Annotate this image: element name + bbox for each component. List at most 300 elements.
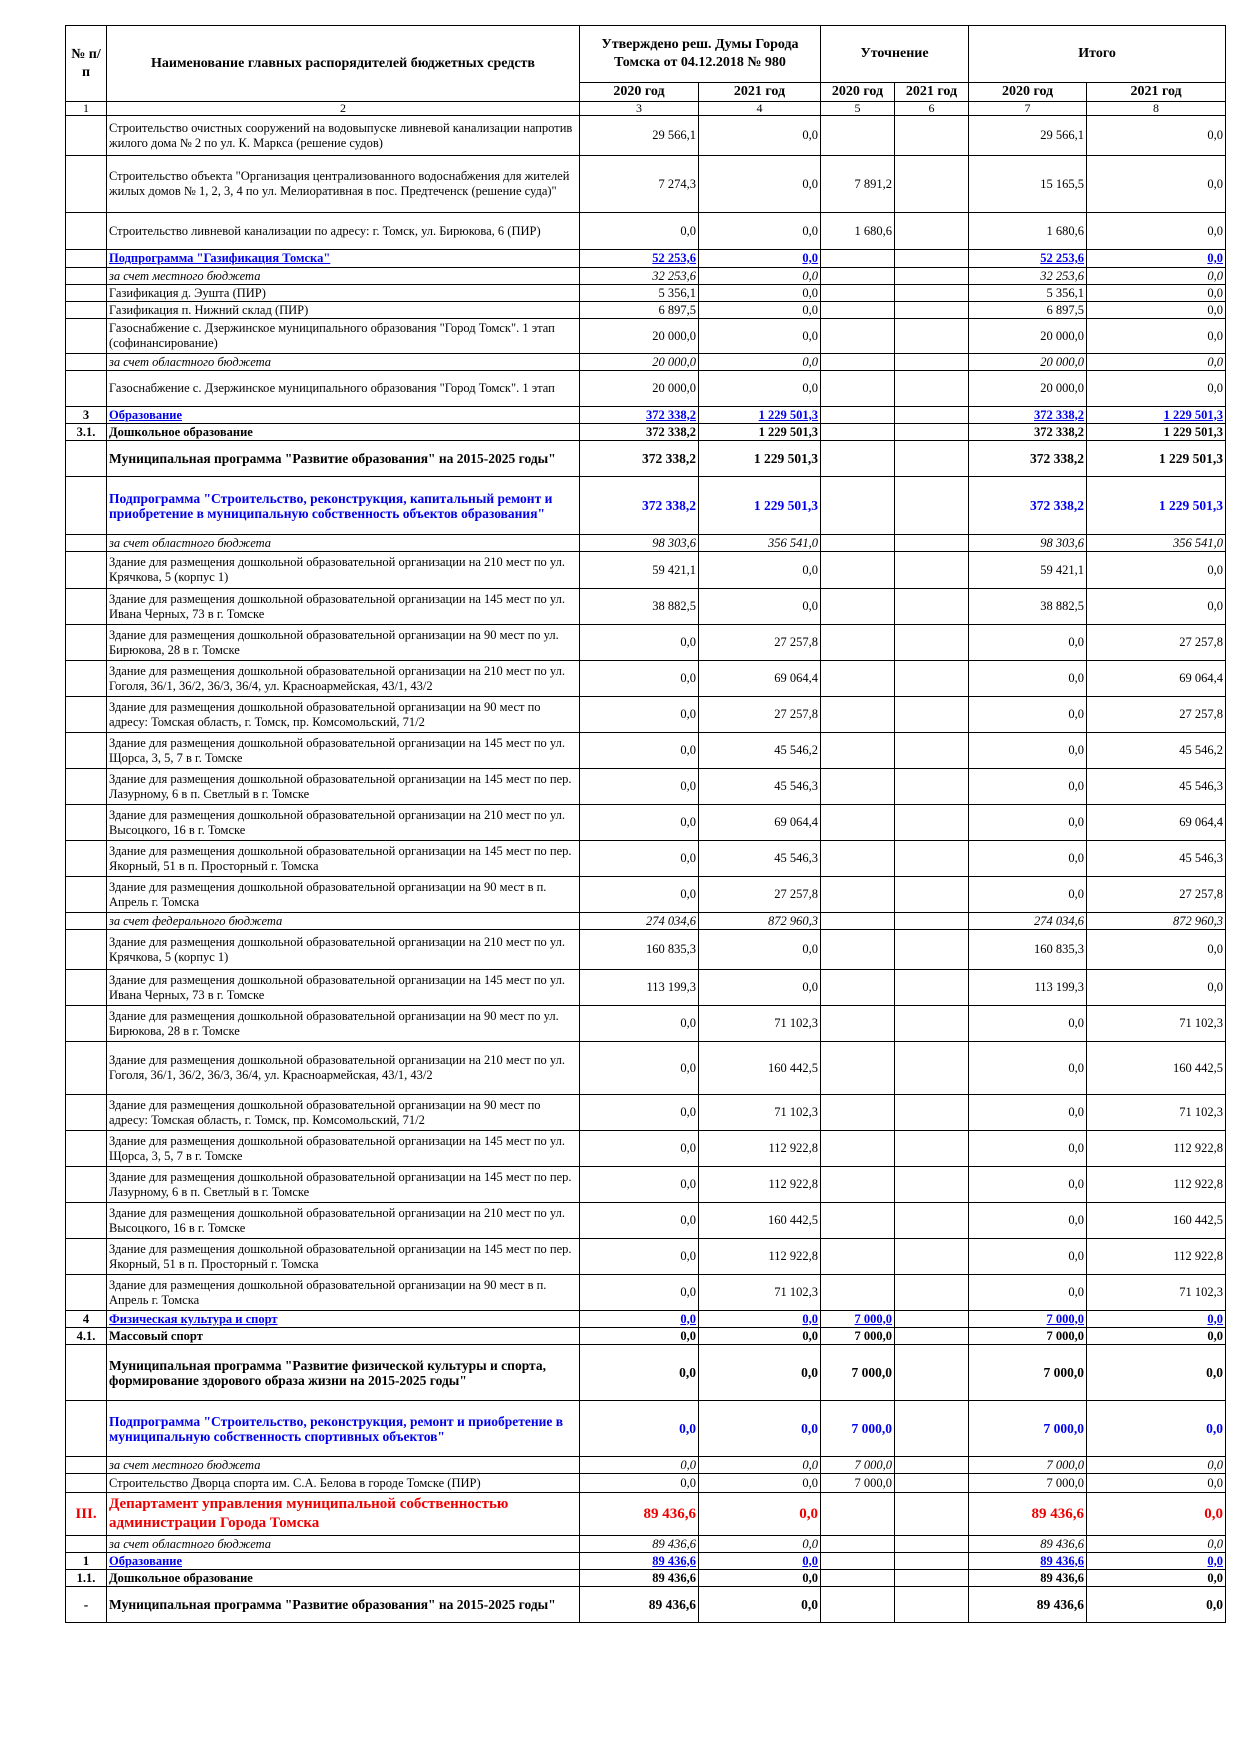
approved-2020-cell: 0,0 xyxy=(580,625,699,661)
row-name-cell: Здание для размещения дошкольной образовательной организации на 210 мест по ул. Гоголя, 36/1, 36/2, 36/3, 36/4, ул. Красноармейская, 43/1, 43/2 xyxy=(107,1042,580,1095)
table-row xyxy=(66,1536,1226,1553)
change-2020-cell xyxy=(821,1131,895,1167)
approved-2020-cell: 0,0 xyxy=(580,697,699,733)
row-name-cell: Газификация п. Нижний склад (ПИР) xyxy=(107,302,580,319)
approved-2020-cell: 59 421,1 xyxy=(580,552,699,589)
change-2021-cell xyxy=(895,424,969,441)
row-number-cell: 1 xyxy=(66,1553,107,1570)
column-number: 2 xyxy=(107,102,580,116)
header-col-change: Уточнение xyxy=(821,26,969,83)
approved-2021-cell: 0,0 xyxy=(699,1474,821,1493)
change-2021-cell xyxy=(895,661,969,697)
total-2020-cell: 32 253,6 xyxy=(969,268,1087,285)
change-2021-cell xyxy=(895,1167,969,1203)
row-number-cell xyxy=(66,1203,107,1239)
approved-2021-cell: 69 064,4 xyxy=(699,661,821,697)
approved-2021-cell: 0,0 xyxy=(699,354,821,371)
row-number-cell: 4.1. xyxy=(66,1328,107,1345)
total-2021-cell: 71 102,3 xyxy=(1087,1095,1226,1131)
row-name-cell: Здание для размещения дошкольной образовательной организации на 210 мест по ул. Крячкова, 5 (корпус 1) xyxy=(107,552,580,589)
row-number-cell xyxy=(66,1042,107,1095)
approved-2021-cell: 71 102,3 xyxy=(699,1006,821,1042)
total-2020-cell: 372 338,2 xyxy=(969,424,1087,441)
change-2020-cell xyxy=(821,250,895,268)
change-2021-cell xyxy=(895,477,969,535)
total-2021-cell: 0,0 xyxy=(1087,213,1226,250)
change-2021-cell xyxy=(895,1401,969,1457)
row-name-cell: Здание для размещения дошкольной образовательной организации на 210 мест по ул. Высоцкого, 16 в г. Томске xyxy=(107,805,580,841)
change-2020-cell xyxy=(821,268,895,285)
row-number-cell xyxy=(66,930,107,970)
change-2020-cell: 7 000,0 xyxy=(821,1345,895,1401)
approved-2021-cell: 0,0 xyxy=(699,1311,821,1328)
table-row xyxy=(66,156,1226,213)
row-number-cell xyxy=(66,970,107,1006)
total-2021-cell: 71 102,3 xyxy=(1087,1275,1226,1311)
approved-2021-cell: 0,0 xyxy=(699,156,821,213)
row-number-cell xyxy=(66,156,107,213)
change-2021-cell xyxy=(895,1474,969,1493)
total-2021-cell: 112 922,8 xyxy=(1087,1131,1226,1167)
approved-2021-cell: 0,0 xyxy=(699,213,821,250)
approved-2020-cell: 89 436,6 xyxy=(580,1536,699,1553)
change-2021-cell xyxy=(895,302,969,319)
total-2021-cell: 1 229 501,3 xyxy=(1087,407,1226,424)
table-row xyxy=(66,1131,1226,1167)
table-row xyxy=(66,552,1226,589)
total-2020-cell: 89 436,6 xyxy=(969,1536,1087,1553)
total-2021-cell: 0,0 xyxy=(1087,268,1226,285)
total-2021-cell: 0,0 xyxy=(1087,1570,1226,1587)
change-2020-cell: 7 000,0 xyxy=(821,1401,895,1457)
approved-2020-cell: 20 000,0 xyxy=(580,354,699,371)
row-name-cell: Подпрограмма "Строительство, реконструкция, ремонт и приобретение в муниципальную собственность спортивных объектов" xyxy=(107,1401,580,1457)
row-number-cell xyxy=(66,1345,107,1401)
total-2021-cell: 0,0 xyxy=(1087,1328,1226,1345)
approved-2020-cell: 38 882,5 xyxy=(580,589,699,625)
change-2020-cell xyxy=(821,535,895,552)
total-2020-cell: 0,0 xyxy=(969,1131,1087,1167)
table-row xyxy=(66,477,1226,535)
change-2020-cell: 7 000,0 xyxy=(821,1457,895,1474)
change-2020-cell xyxy=(821,805,895,841)
change-2021-cell xyxy=(895,913,969,930)
change-2021-cell xyxy=(895,1311,969,1328)
table-row xyxy=(66,1553,1226,1570)
total-2021-cell: 0,0 xyxy=(1087,354,1226,371)
table-row xyxy=(66,441,1226,477)
row-name-cell: Строительство очистных сооружений на водовыпуске ливневой канализации напротив жилого дома № 2 по ул. К. Маркса (решение судов) xyxy=(107,116,580,156)
approved-2021-cell: 69 064,4 xyxy=(699,805,821,841)
approved-2021-cell: 160 442,5 xyxy=(699,1042,821,1095)
approved-2020-cell: 0,0 xyxy=(580,805,699,841)
approved-2020-cell: 372 338,2 xyxy=(580,477,699,535)
change-2021-cell xyxy=(895,805,969,841)
change-2020-cell xyxy=(821,424,895,441)
change-2021-cell xyxy=(895,1493,969,1536)
change-2020-cell xyxy=(821,733,895,769)
total-2020-cell: 6 897,5 xyxy=(969,302,1087,319)
table-row xyxy=(66,1203,1226,1239)
total-2020-cell: 372 338,2 xyxy=(969,477,1087,535)
approved-2020-cell: 0,0 xyxy=(580,1474,699,1493)
row-number-cell xyxy=(66,552,107,589)
total-2020-cell: 89 436,6 xyxy=(969,1553,1087,1570)
table-row xyxy=(66,302,1226,319)
row-name-cell: Здание для размещения дошкольной образовательной организации на 145 мест по пер. Якорный, 51 в п. Просторный г. Томска xyxy=(107,841,580,877)
change-2021-cell xyxy=(895,1328,969,1345)
approved-2021-cell: 0,0 xyxy=(699,1457,821,1474)
change-2020-cell xyxy=(821,1536,895,1553)
row-name-cell: Здание для размещения дошкольной образовательной организации на 90 мест по адресу: Томская область, г. Томск, пр. Комсомольский, 71/2 xyxy=(107,1095,580,1131)
table-row xyxy=(66,1167,1226,1203)
approved-2021-cell: 0,0 xyxy=(699,1401,821,1457)
row-number-cell xyxy=(66,769,107,805)
table-row xyxy=(66,1006,1226,1042)
table-row xyxy=(66,1457,1226,1474)
row-name-cell: Физическая культура и спорт xyxy=(107,1311,580,1328)
row-number-cell xyxy=(66,1239,107,1275)
row-number-cell xyxy=(66,354,107,371)
table-row xyxy=(66,625,1226,661)
row-number-cell xyxy=(66,477,107,535)
change-2021-cell xyxy=(895,268,969,285)
table-row xyxy=(66,913,1226,930)
total-2021-cell: 1 229 501,3 xyxy=(1087,424,1226,441)
total-2021-cell: 0,0 xyxy=(1087,1401,1226,1457)
change-2020-cell xyxy=(821,1167,895,1203)
approved-2021-cell: 1 229 501,3 xyxy=(699,407,821,424)
approved-2020-cell: 89 436,6 xyxy=(580,1553,699,1570)
total-2020-cell: 7 000,0 xyxy=(969,1345,1087,1401)
total-2021-cell: 27 257,8 xyxy=(1087,697,1226,733)
approved-2021-cell: 45 546,3 xyxy=(699,841,821,877)
budget-table xyxy=(65,25,1226,1623)
row-number-cell: III. xyxy=(66,1493,107,1536)
total-2020-cell: 7 000,0 xyxy=(969,1401,1087,1457)
row-name-cell: Здание для размещения дошкольной образовательной организации на 90 мест в п. Апрель г. Томска xyxy=(107,1275,580,1311)
total-2021-cell: 0,0 xyxy=(1087,552,1226,589)
change-2020-cell xyxy=(821,697,895,733)
total-2020-cell: 89 436,6 xyxy=(969,1587,1087,1623)
approved-2020-cell: 0,0 xyxy=(580,1203,699,1239)
approved-2020-cell: 0,0 xyxy=(580,1275,699,1311)
total-2021-cell: 160 442,5 xyxy=(1087,1042,1226,1095)
total-2020-cell: 0,0 xyxy=(969,1167,1087,1203)
change-2021-cell xyxy=(895,1239,969,1275)
row-name-cell: за счет областного бюджета xyxy=(107,535,580,552)
change-2020-cell xyxy=(821,407,895,424)
table-row xyxy=(66,661,1226,697)
row-number-cell xyxy=(66,302,107,319)
total-2021-cell: 112 922,8 xyxy=(1087,1239,1226,1275)
row-name-cell: за счет местного бюджета xyxy=(107,1457,580,1474)
change-2021-cell xyxy=(895,1131,969,1167)
approved-2020-cell: 0,0 xyxy=(580,1167,699,1203)
total-2020-cell: 59 421,1 xyxy=(969,552,1087,589)
approved-2021-cell: 112 922,8 xyxy=(699,1239,821,1275)
change-2020-cell xyxy=(821,302,895,319)
row-name-cell: Строительство ливневой канализации по адресу: г. Томск, ул. Бирюкова, 6 (ПИР) xyxy=(107,213,580,250)
table-row xyxy=(66,268,1226,285)
approved-2021-cell: 0,0 xyxy=(699,302,821,319)
row-number-cell xyxy=(66,1536,107,1553)
total-2020-cell: 0,0 xyxy=(969,1275,1087,1311)
row-number-cell xyxy=(66,841,107,877)
approved-2020-cell: 0,0 xyxy=(580,1457,699,1474)
row-number-cell xyxy=(66,1006,107,1042)
change-2020-cell xyxy=(821,1553,895,1570)
approved-2020-cell: 0,0 xyxy=(580,1401,699,1457)
approved-2021-cell: 0,0 xyxy=(699,589,821,625)
change-2020-cell: 7 000,0 xyxy=(821,1474,895,1493)
change-2021-cell xyxy=(895,250,969,268)
budget-table-sheet xyxy=(65,25,1225,1623)
total-2021-cell: 0,0 xyxy=(1087,250,1226,268)
approved-2020-cell: 0,0 xyxy=(580,661,699,697)
total-2020-cell: 0,0 xyxy=(969,661,1087,697)
total-2020-cell: 7 000,0 xyxy=(969,1457,1087,1474)
table-row xyxy=(66,733,1226,769)
total-2021-cell: 0,0 xyxy=(1087,1457,1226,1474)
row-number-cell: 1.1. xyxy=(66,1570,107,1587)
total-2020-cell: 89 436,6 xyxy=(969,1570,1087,1587)
column-number: 3 xyxy=(580,102,699,116)
table-row xyxy=(66,805,1226,841)
approved-2021-cell: 0,0 xyxy=(699,1493,821,1536)
total-2021-cell: 160 442,5 xyxy=(1087,1203,1226,1239)
approved-2020-cell: 372 338,2 xyxy=(580,407,699,424)
change-2021-cell xyxy=(895,319,969,354)
change-2020-cell: 7 000,0 xyxy=(821,1311,895,1328)
total-2020-cell: 38 882,5 xyxy=(969,589,1087,625)
change-2021-cell xyxy=(895,1345,969,1401)
change-2020-cell: 7 000,0 xyxy=(821,1328,895,1345)
change-2021-cell xyxy=(895,441,969,477)
change-2021-cell xyxy=(895,697,969,733)
change-2021-cell xyxy=(895,930,969,970)
table-row xyxy=(66,1570,1226,1587)
row-number-cell xyxy=(66,805,107,841)
approved-2021-cell: 45 546,2 xyxy=(699,733,821,769)
total-2020-cell: 7 000,0 xyxy=(969,1311,1087,1328)
approved-2020-cell: 6 897,5 xyxy=(580,302,699,319)
column-number: 8 xyxy=(1087,102,1226,116)
table-row xyxy=(66,1587,1226,1623)
table-row xyxy=(66,697,1226,733)
row-name-cell: Здание для размещения дошкольной образовательной организации на 210 мест по ул. Высоцкого, 16 в г. Томске xyxy=(107,1203,580,1239)
table-row xyxy=(66,930,1226,970)
approved-2020-cell: 160 835,3 xyxy=(580,930,699,970)
change-2021-cell xyxy=(895,535,969,552)
row-name-cell: Здание для размещения дошкольной образовательной организации на 145 мест по ул. Щорса, 3, 5, 7 в г. Томске xyxy=(107,733,580,769)
approved-2021-cell: 356 541,0 xyxy=(699,535,821,552)
approved-2020-cell: 372 338,2 xyxy=(580,424,699,441)
change-2021-cell xyxy=(895,970,969,1006)
approved-2020-cell: 5 356,1 xyxy=(580,285,699,302)
change-2021-cell xyxy=(895,285,969,302)
row-number-cell xyxy=(66,1457,107,1474)
total-2020-cell: 0,0 xyxy=(969,841,1087,877)
table-body xyxy=(66,116,1226,1623)
table-row xyxy=(66,769,1226,805)
row-name-cell: Муниципальная программа "Развитие образования" на 2015-2025 годы" xyxy=(107,1587,580,1623)
table-row xyxy=(66,1493,1226,1536)
approved-2020-cell: 0,0 xyxy=(580,1006,699,1042)
approved-2020-cell: 0,0 xyxy=(580,877,699,913)
total-2021-cell: 0,0 xyxy=(1087,1587,1226,1623)
change-2020-cell: 1 680,6 xyxy=(821,213,895,250)
total-2021-cell: 45 546,3 xyxy=(1087,769,1226,805)
row-number-cell: 3 xyxy=(66,407,107,424)
approved-2021-cell: 0,0 xyxy=(699,116,821,156)
approved-2020-cell: 0,0 xyxy=(580,1095,699,1131)
row-number-cell xyxy=(66,116,107,156)
total-2020-cell: 0,0 xyxy=(969,805,1087,841)
approved-2020-cell: 0,0 xyxy=(580,1311,699,1328)
approved-2021-cell: 1 229 501,3 xyxy=(699,424,821,441)
total-2020-cell: 0,0 xyxy=(969,625,1087,661)
row-name-cell: Муниципальная программа "Развитие физической культуры и спорта, формирование здорового образа жизни на 2015-2025 годы" xyxy=(107,1345,580,1401)
total-2020-cell: 0,0 xyxy=(969,769,1087,805)
change-2020-cell xyxy=(821,477,895,535)
table-row xyxy=(66,1328,1226,1345)
row-number-cell xyxy=(66,733,107,769)
change-2020-cell xyxy=(821,930,895,970)
total-2020-cell: 0,0 xyxy=(969,733,1087,769)
change-2021-cell xyxy=(895,116,969,156)
approved-2021-cell: 0,0 xyxy=(699,1345,821,1401)
approved-2021-cell: 0,0 xyxy=(699,1570,821,1587)
approved-2020-cell: 0,0 xyxy=(580,1042,699,1095)
total-2020-cell: 20 000,0 xyxy=(969,354,1087,371)
change-2021-cell xyxy=(895,1203,969,1239)
change-2020-cell xyxy=(821,1203,895,1239)
change-2021-cell xyxy=(895,407,969,424)
row-name-cell: за счет федерального бюджета xyxy=(107,913,580,930)
change-2021-cell xyxy=(895,733,969,769)
total-2020-cell: 0,0 xyxy=(969,697,1087,733)
total-2021-cell: 0,0 xyxy=(1087,319,1226,354)
approved-2020-cell: 0,0 xyxy=(580,1345,699,1401)
row-name-cell: Здание для размещения дошкольной образовательной организации на 90 мест по ул. Бирюкова, 28 в г. Томске xyxy=(107,1006,580,1042)
header-col-no: № п/п xyxy=(66,26,107,102)
total-2021-cell: 872 960,3 xyxy=(1087,913,1226,930)
change-2021-cell xyxy=(895,1570,969,1587)
approved-2021-cell: 112 922,8 xyxy=(699,1131,821,1167)
change-2021-cell xyxy=(895,841,969,877)
total-2020-cell: 0,0 xyxy=(969,1203,1087,1239)
row-number-cell xyxy=(66,441,107,477)
column-number: 6 xyxy=(895,102,969,116)
row-number-cell xyxy=(66,285,107,302)
total-2021-cell: 0,0 xyxy=(1087,1474,1226,1493)
total-2020-cell: 52 253,6 xyxy=(969,250,1087,268)
total-2021-cell: 27 257,8 xyxy=(1087,877,1226,913)
row-number-cell xyxy=(66,1275,107,1311)
approved-2021-cell: 160 442,5 xyxy=(699,1203,821,1239)
table-row xyxy=(66,1275,1226,1311)
change-2021-cell xyxy=(895,1275,969,1311)
row-number-cell xyxy=(66,661,107,697)
change-2021-cell xyxy=(895,877,969,913)
row-number-cell: - xyxy=(66,1587,107,1623)
change-2020-cell xyxy=(821,319,895,354)
change-2020-cell xyxy=(821,913,895,930)
change-2020-cell xyxy=(821,661,895,697)
approved-2020-cell: 32 253,6 xyxy=(580,268,699,285)
table-row xyxy=(66,250,1226,268)
approved-2021-cell: 27 257,8 xyxy=(699,877,821,913)
row-name-cell: Подпрограмма "Строительство, реконструкция, капитальный ремонт и приобретение в муниципальную собственность объектов образования" xyxy=(107,477,580,535)
change-2021-cell xyxy=(895,552,969,589)
total-2020-cell: 0,0 xyxy=(969,1042,1087,1095)
table-row xyxy=(66,285,1226,302)
change-2020-cell xyxy=(821,1493,895,1536)
approved-2020-cell: 52 253,6 xyxy=(580,250,699,268)
row-name-cell: Здание для размещения дошкольной образовательной организации на 145 мест по ул. Щорса, 3, 5, 7 в г. Томске xyxy=(107,1131,580,1167)
row-name-cell: Здание для размещения дошкольной образовательной организации на 145 мест по ул. Ивана Черных, 73 в г. Томске xyxy=(107,589,580,625)
change-2021-cell xyxy=(895,1536,969,1553)
change-2020-cell xyxy=(821,1570,895,1587)
table-row xyxy=(66,354,1226,371)
total-2020-cell: 0,0 xyxy=(969,1095,1087,1131)
row-number-cell xyxy=(66,1401,107,1457)
approved-2021-cell: 0,0 xyxy=(699,285,821,302)
approved-2021-cell: 45 546,3 xyxy=(699,769,821,805)
approved-2020-cell: 0,0 xyxy=(580,1328,699,1345)
total-2021-cell: 27 257,8 xyxy=(1087,625,1226,661)
total-2020-cell: 0,0 xyxy=(969,877,1087,913)
row-number-cell xyxy=(66,1474,107,1493)
total-2021-cell: 1 229 501,3 xyxy=(1087,441,1226,477)
row-number-cell xyxy=(66,371,107,407)
row-number-cell xyxy=(66,589,107,625)
change-2021-cell xyxy=(895,1095,969,1131)
table-row xyxy=(66,1239,1226,1275)
change-2020-cell xyxy=(821,441,895,477)
row-number-cell xyxy=(66,535,107,552)
total-2021-cell: 0,0 xyxy=(1087,970,1226,1006)
approved-2021-cell: 71 102,3 xyxy=(699,1095,821,1131)
change-2021-cell xyxy=(895,354,969,371)
total-2020-cell: 0,0 xyxy=(969,1239,1087,1275)
row-number-cell xyxy=(66,913,107,930)
approved-2021-cell: 872 960,3 xyxy=(699,913,821,930)
change-2020-cell xyxy=(821,877,895,913)
row-name-cell: Дошкольное образование xyxy=(107,424,580,441)
approved-2021-cell: 0,0 xyxy=(699,1587,821,1623)
approved-2021-cell: 0,0 xyxy=(699,371,821,407)
column-number: 5 xyxy=(821,102,895,116)
approved-2021-cell: 1 229 501,3 xyxy=(699,441,821,477)
total-2020-cell: 372 338,2 xyxy=(969,407,1087,424)
approved-2020-cell: 0,0 xyxy=(580,769,699,805)
table-row xyxy=(66,589,1226,625)
total-2021-cell: 71 102,3 xyxy=(1087,1006,1226,1042)
approved-2021-cell: 1 229 501,3 xyxy=(699,477,821,535)
change-2021-cell xyxy=(895,769,969,805)
column-number: 1 xyxy=(66,102,107,116)
row-name-cell: Образование xyxy=(107,407,580,424)
change-2020-cell xyxy=(821,285,895,302)
approved-2021-cell: 0,0 xyxy=(699,1553,821,1570)
total-2020-cell: 160 835,3 xyxy=(969,930,1087,970)
approved-2020-cell: 7 274,3 xyxy=(580,156,699,213)
total-2020-cell: 372 338,2 xyxy=(969,441,1087,477)
approved-2020-cell: 0,0 xyxy=(580,733,699,769)
approved-2020-cell: 89 436,6 xyxy=(580,1587,699,1623)
